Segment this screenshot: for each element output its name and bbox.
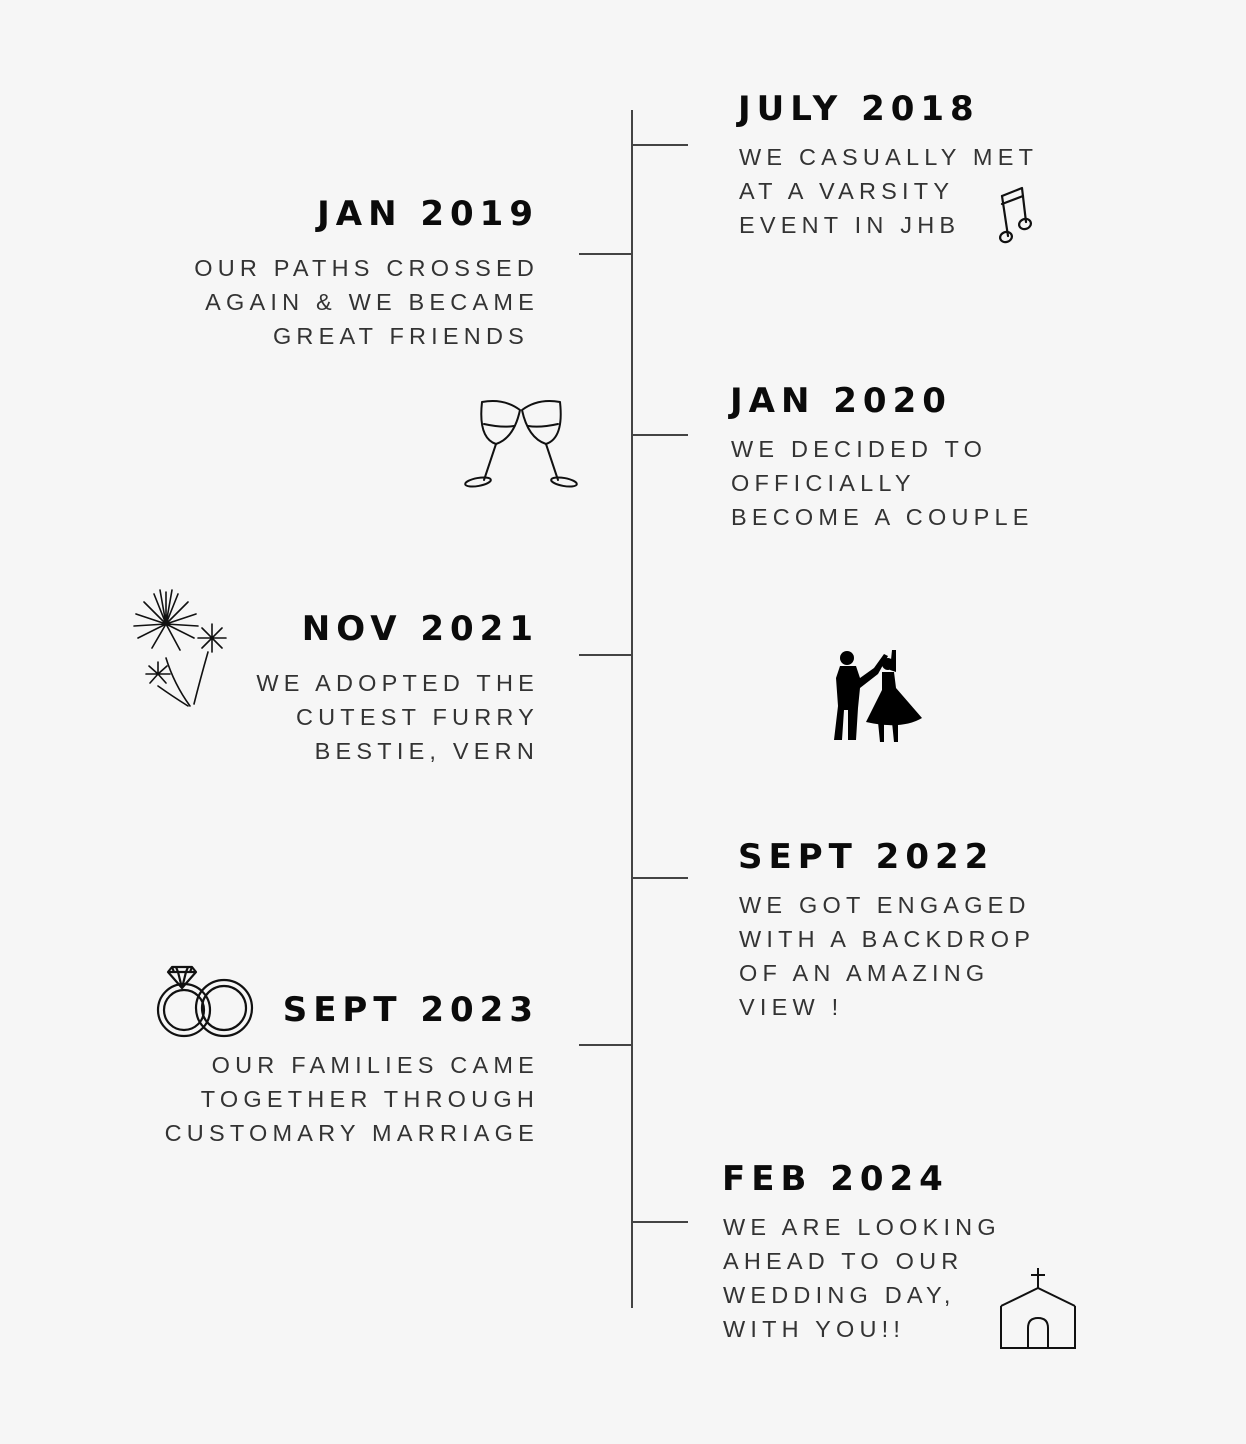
event-description — [256, 666, 539, 768]
tick-feb-2024 — [633, 1221, 688, 1223]
description-line: AT A VARSITY — [739, 178, 955, 204]
description-line: CUTEST FURRY — [295, 704, 539, 730]
description-line: EVENT IN JHB — [739, 212, 961, 238]
description-line: WITH YOU!! — [723, 1316, 906, 1342]
description-line: OUR FAMILIES CAME — [211, 1052, 539, 1078]
event-date: JAN 2019 — [317, 194, 539, 234]
tick-sept-2022 — [633, 877, 688, 879]
event-description — [731, 432, 1034, 534]
description-line: WE CASUALLY MET — [739, 144, 1039, 170]
tick-jan-2020 — [633, 434, 688, 436]
fireworks-icon — [128, 588, 232, 708]
tick-jan-2019 — [579, 253, 632, 255]
description-line: BECOME A COUPLE — [731, 504, 1034, 530]
description-line: BESTIE, VERN — [314, 738, 539, 764]
description-line: WE DECIDED TO — [731, 436, 988, 462]
description-line: OUR PATHS CROSSED — [194, 255, 539, 281]
event-date: SEPT 2022 — [738, 837, 995, 877]
description-line: OFFICIALLY — [731, 470, 916, 496]
church-icon — [998, 1266, 1078, 1352]
event-description — [739, 140, 1038, 242]
event-description — [723, 1210, 1001, 1346]
description-line: OF AN AMAZING — [739, 960, 990, 986]
tick-nov-2021 — [579, 654, 632, 656]
description-line: AHEAD TO OUR — [723, 1248, 964, 1274]
event-date: SEPT 2023 — [282, 990, 539, 1030]
event-date: JULY 2018 — [738, 89, 980, 129]
description-line: WE GOT ENGAGED — [739, 892, 1031, 918]
event-date: NOV 2021 — [301, 609, 539, 649]
event-description — [194, 251, 539, 353]
description-line: VIEW ! — [739, 994, 844, 1020]
event-date: FEB 2024 — [722, 1159, 949, 1199]
description-line: WE ADOPTED THE — [256, 670, 539, 696]
wedding-rings-icon — [154, 964, 256, 1040]
description-line: WITH A BACKDROP — [739, 926, 1036, 952]
wine-glasses-icon — [462, 396, 580, 492]
tick-sept-2023 — [579, 1044, 632, 1046]
description-line: CUSTOMARY MARRIAGE — [164, 1120, 539, 1146]
dancing-couple-icon — [832, 648, 924, 744]
description-line: TOGETHER THROUGH — [200, 1086, 539, 1112]
tick-july-2018 — [633, 144, 688, 146]
event-description — [165, 1048, 539, 1150]
timeline-spine — [631, 110, 633, 1308]
event-description — [739, 888, 1035, 1024]
description-line: WE ARE LOOKING — [723, 1214, 1001, 1240]
description-line: AGAIN & WE BECAME — [205, 289, 539, 315]
music-note-icon — [996, 186, 1038, 246]
event-date: JAN 2020 — [730, 381, 952, 421]
description-line: GREAT FRIENDS — [272, 323, 529, 349]
description-line: WEDDING DAY, — [723, 1282, 956, 1308]
